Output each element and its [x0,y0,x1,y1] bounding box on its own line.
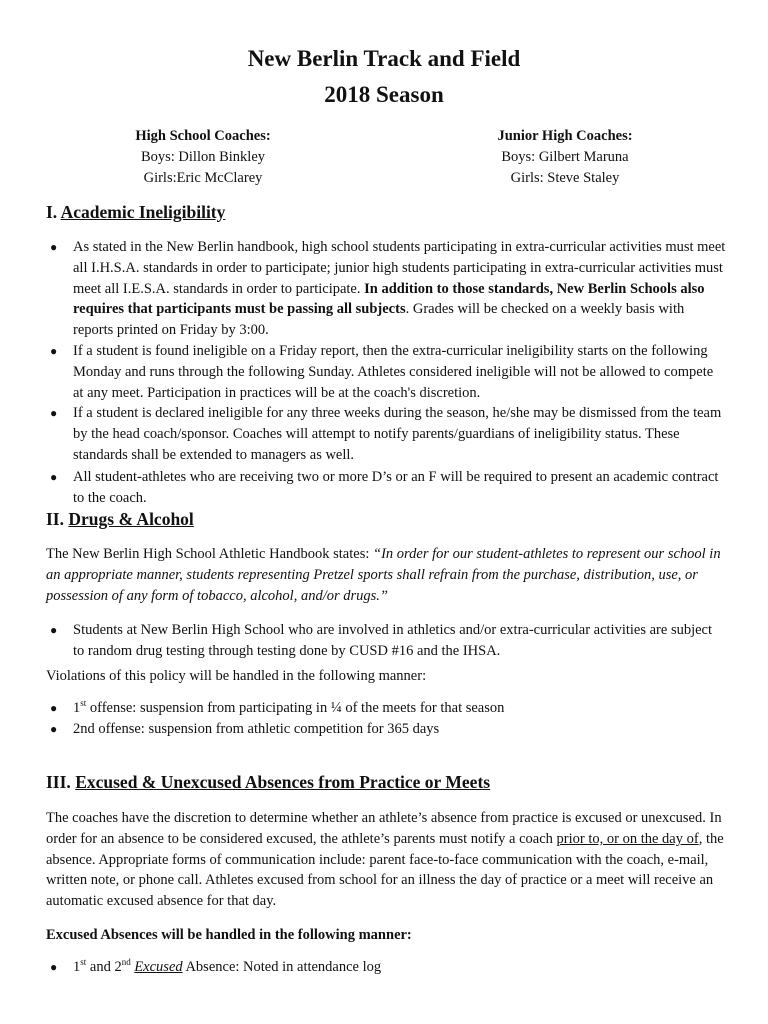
bullet-icon: ● [50,960,58,974]
list-item: ● 2nd offense: suspension from athletic competition for 365 days [46,719,726,740]
list-item: ● 1st and 2nd Excused Absence: Noted in attendance log [46,957,726,978]
bullet-icon: ● [50,406,58,421]
junior-high-girls-coach: Girls: Steve Staley [510,169,620,186]
section-numeral: II. [46,509,64,529]
junior-high-coaches [440,126,690,188]
bullet-icon: ● [50,343,58,358]
drugs-handbook-quote: The New Berlin High School Athletic Handbook states: “In order for our student-athletes to represent our school in an appropriate manner, students representing Pretzel sports shall refrain from the purchase, distribution, use, or possession of any form of tobacco, alcohol, and/or drugs.” [46,546,721,604]
high-school-coaches-heading: High School Coaches: [135,128,271,144]
section-numeral: III. [46,772,71,792]
bullet-icon: ● [50,623,58,637]
violations-intro: Violations of this policy will be handled in the following manner: [46,668,427,684]
list-item: ● 1st offense: suspension from participating in ¼ of the meets for that season [46,698,726,719]
bullet-icon: ● [50,469,58,484]
section-heading-academic [46,201,225,223]
bullet-icon: ● [50,721,58,736]
excused-list [46,957,726,978]
list-item: ● If a student is declared ineligible for any three weeks during the season, he/she may be dismissed from the team by the head coach/sponsor. Coaches will attempt to notify parents/guardians of ineligibility status. These standards shall be extended to managers as well. [50,405,722,463]
list-item: ● If a student is found ineligible on a Friday report, then the extra-curricular ineligibility starts on the following Monday and runs through the following Sunday. Athletes considered ineligible will not be allowed to compete at any meet. Participation in practices will be at the coach's discretion. [50,342,714,401]
high-school-girls-coach: Girls:Eric McClarey [143,169,263,186]
junior-high-boys-coach: Boys: Gilbert Maruna [501,148,629,165]
drugs-list [46,620,726,662]
section-title: Drugs & Alcohol [68,509,194,529]
list-item: ● All student-athletes who are receiving two or more D’s or an F will be required to present an academic contract to the coach. [50,468,719,506]
document-title: New Berlin Track and Field [247,46,521,71]
high-school-boys-coach: Boys: Dillon Binkley [140,148,266,165]
bullet-icon: ● [50,701,58,715]
academic-list [46,237,726,508]
junior-high-coaches-heading: Junior High Coaches: [497,128,633,144]
section-title: Academic Ineligibility [60,202,226,222]
section-heading-absences [46,771,490,793]
list-item: ● As stated in the New Berlin handbook, high school students participating in extra-curricular activities must meet all I.H.S.A. standards in order to participate; junior high students participating in extra-curricular activities must meet all I.E.S.A. standards in order to participate. In addition to those standards, New Berlin Schools also requires that participants must be passing all subjects. Grades will be checked on a weekly basis with reports printed on Friday by 3:00. [50,239,726,339]
document-season: 2018 Season [324,82,444,107]
excused-absences-heading: Excused Absences will be handled in the following manner: [46,927,412,943]
absences-paragraph: The coaches have the discretion to determine whether an athlete’s absence from practice is excused or unexcused. In order for an absence to be considered excused, the athlete’s parents must notify a coach prior to, or on the day of, the absence. Appropriate forms of communication include: parent face-to-face communication with the coach, e-mail, written note, or phone call. Athletes excused from school for an illness the day of practice or a meet will receive an automatic excused absence for that day. [46,810,724,910]
high-school-coaches [78,126,328,188]
section-heading-drugs [46,508,194,530]
section-numeral: I. [46,202,58,222]
section-title: Excused & Unexcused Absences from Practice or Meets [75,772,491,792]
list-item: ● Students at New Berlin High School who are involved in athletics and/or extra-curricular activities are subject to random drug testing through testing done by CUSD #16 and the IHSA. [50,622,713,659]
offense-list [46,698,726,740]
bullet-icon: ● [50,240,58,254]
